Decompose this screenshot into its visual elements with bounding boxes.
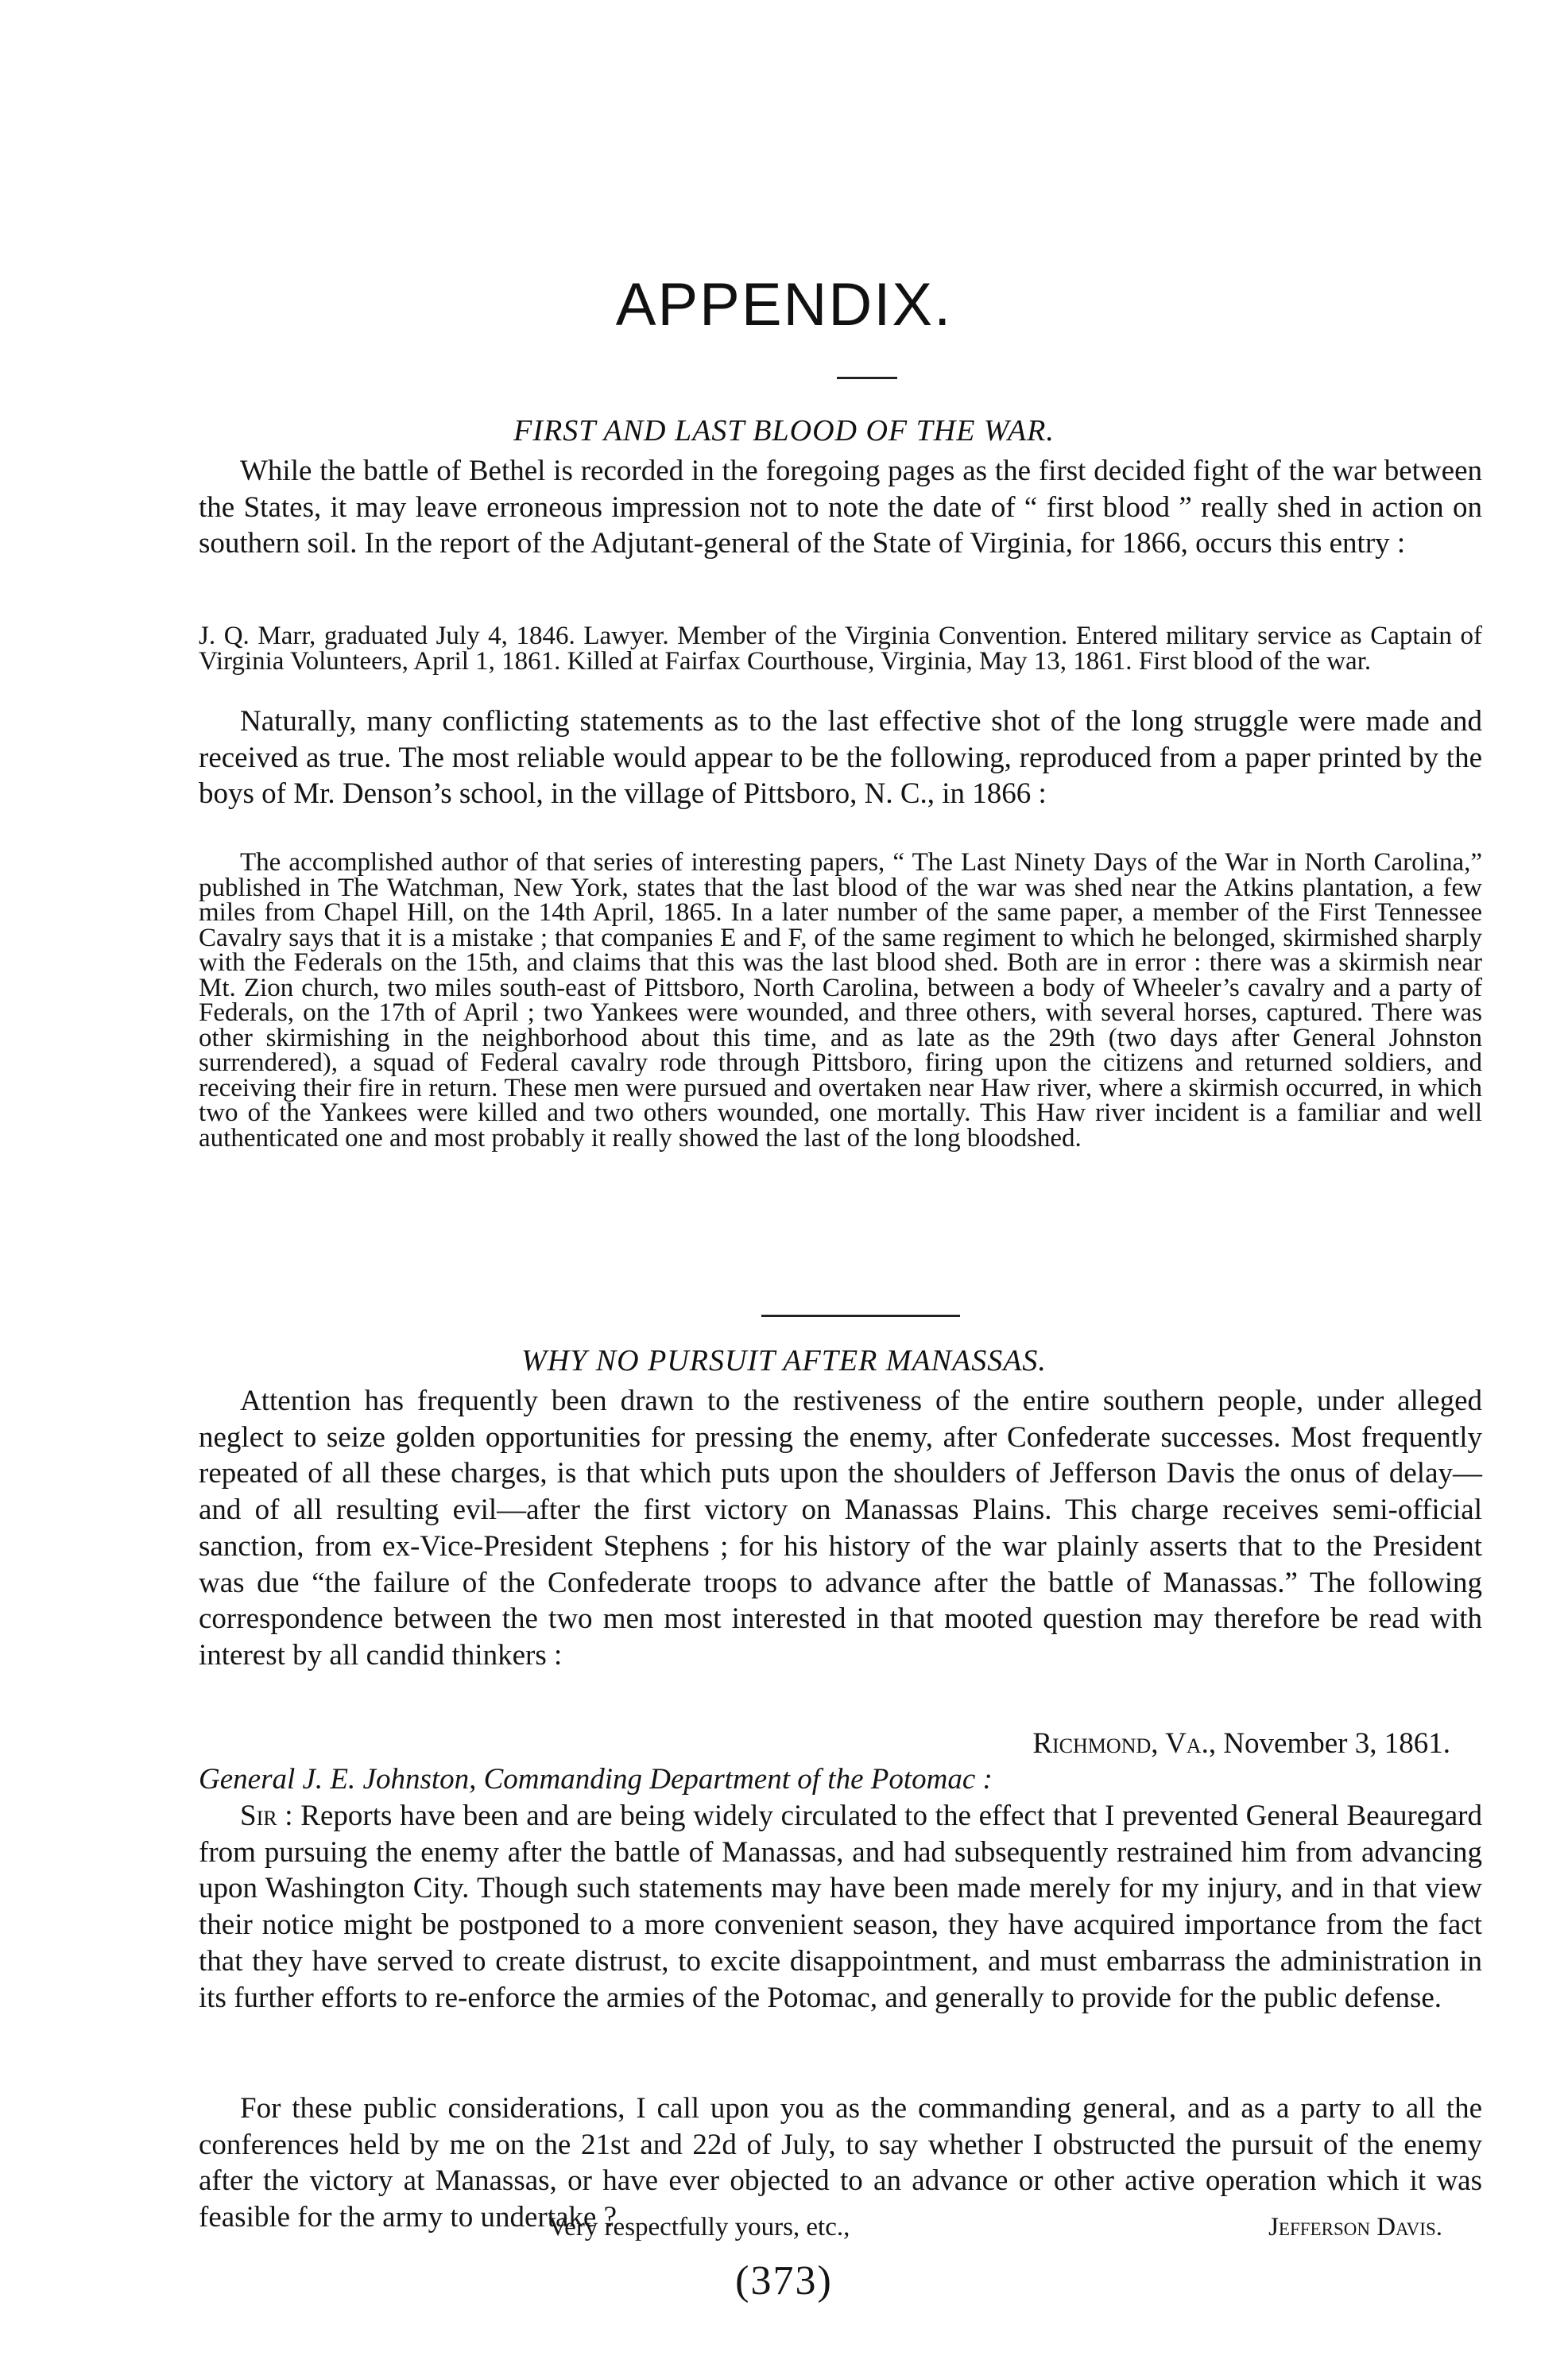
intro-paragraph: While the battle of Bethel is recorded in the foregoing pages as the first decided fight of the war between the States, it may leave erroneous impression not to note the date of “ first blood ” really shed in action on southern soil. In the report of the Adjutant-general of the State of Virginia, for 1866, occurs this entry : <box>199 455 1482 560</box>
page-number: (373) <box>735 2258 833 2303</box>
page-title: APPENDIX. <box>615 271 953 339</box>
section-heading-manassas: WHY NO PURSUIT AFTER MANASSAS. <box>521 1344 1047 1377</box>
letter-body-1 <box>199 1798 1482 2016</box>
letter-closing: Very respectfully yours, etc., <box>548 2213 850 2241</box>
letter-date: November 3, 1861. <box>1223 1727 1450 1760</box>
letter-salutation: Sir : <box>240 1800 293 1832</box>
letter-body-2: For these public considerations, I call upon you as the commanding general, and as a party to all the conferences held by me on the 21st and 22d of July, to say whether I obstructed the pursuit of the enemy after the victory at Manassas, or have ever objected to an advance or other active operation which it was feasible for the army to undertake ? <box>199 2092 1482 2234</box>
pittsboro-quote: The accomplished author of that series of interesting papers, “ The Last Ninety Days of the War in North Carolina,” published in The Watchman, New York, states that the last blood of the war was shed near the Atkins plantation, a few miles from Chapel Hill, on the 14th April, 1865. In a later number of the same paper, a member of the First Tennessee Cavalry says that it is a mistake ; that companies E and F, of the same regiment to which he belonged, skirmished sharply with the Federals on the 15th, and claims that this was the last blood shed. Both are in error : there was a skirmish near Mt. Zion church, two miles south-east of Pittsboro, North Carolina, between a body of Wheeler’s cavalry and a party of Federals, on the 17th of April ; two Yankees were wounded, and three others, with several horses, captured. There was other skirmishing in the neighborhood about this time, and as late as the 29th (two days after General Johnston surrendered), a squad of Federal cavalry rode through Pittsboro, firing upon the citizens and returned soldiers, and receiving their fire in return. These men were pursued and overtaken near Haw river, where a skirmish occurred, in which two of the Yankees were killed and two others wounded, one mortally. This Haw river incident is a familiar and well authenticated one and most probably it really showed the last of the long bloodshed. <box>199 848 1482 1153</box>
letter-dateline <box>199 1726 1450 1761</box>
section-divider <box>761 1315 960 1317</box>
last-shot-paragraph: Naturally, many conflicting statements as to the last effective shot of the long struggle were made and received as true. The most reliable would appear to be the following, reproduced from a paper printed by the boys of Mr. Denson’s school, in the village of Pittsboro, N. C., in 1866 : <box>199 705 1482 811</box>
letter-signature: Jefferson Davis. <box>1268 2213 1442 2241</box>
letter-addressee: General J. E. Johnston, Commanding Department of the Potomac : <box>199 1763 993 1796</box>
letter-place: Richmond, Va., <box>1032 1727 1217 1760</box>
section-heading-first-blood: FIRST AND LAST BLOOD OF THE WAR. <box>513 414 1055 448</box>
adjutant-entry: J. Q. Marr, graduated July 4, 1846. Lawyer. Member of the Virginia Convention. Entered military service as Captain of Virginia Volunteers, April 1, 1861. Killed at Fairfax Courthouse, Virginia, May 13, 1861. First blood of the war. <box>199 622 1482 676</box>
letter-body-1-text: Reports have been and are being widely circulated to the effect that I prevented General Beauregard from pursuing the enemy after the battle of Manassas, and had subsequently restrained him from advancing upon Washington City. Though such statements may have been made merely for my injury, and in that view their notice might be postponed to a more convenient season, they have acquired importance from the fact that they have served to create distrust, to excite disappointment, and must embarrass the administration in its further efforts to re-enforce the armies of the Potomac, and generally to provide for the public defense. <box>199 1800 1482 2014</box>
title-rule <box>837 377 897 379</box>
manassas-intro-paragraph: Attention has frequently been drawn to the restiveness of the entire southern people, under alleged neglect to seize golden opportunities for pressing the enemy, after Confederate successes. Most frequently repeated of all these charges, is that which puts upon the shoulders of Jefferson Davis the onus of delay—and of all resulting evil—after the first victory on Manassas Plains. This charge receives semi-official sanction, from ex-Vice-President Stephens ; for his history of the war plainly asserts that to the President was due “the failure of the Confederate troops to advance after the battle of Manassas.” The following correspondence between the two men most interested in that mooted question may therefore be read with interest by all candid thinkers : <box>199 1385 1482 1672</box>
